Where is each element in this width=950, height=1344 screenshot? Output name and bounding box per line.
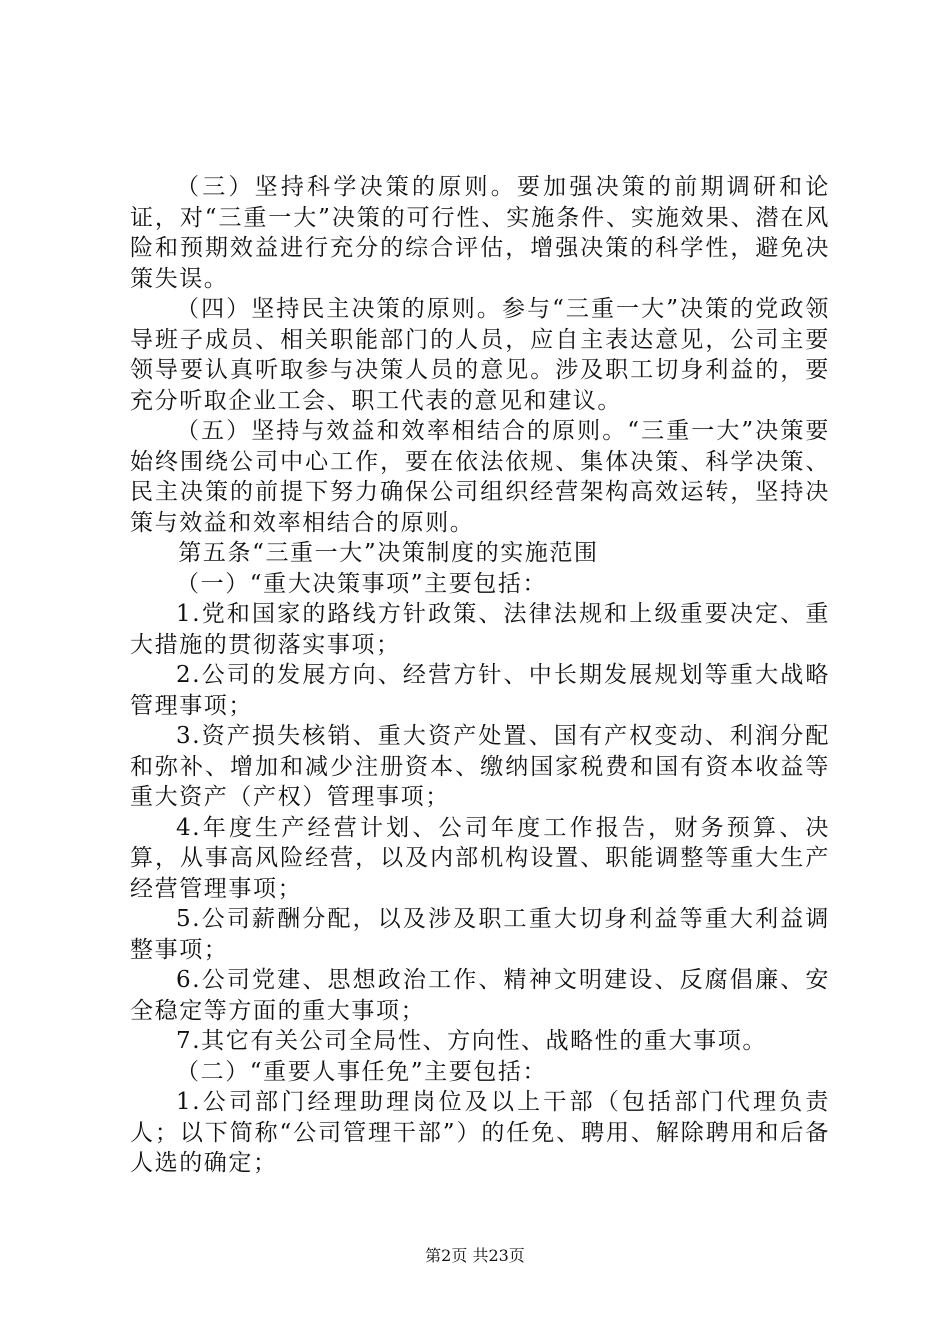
- list-item-personnel-1: 1.公司部门经理助理岗位及以上干部（包括部门代理负责人；以下简称“公司管理干部”）的任免、聘用、解除聘用和后备人选的确定；: [130, 1089, 830, 1176]
- list-item-decision-2: 2.公司的发展方向、经营方针、中长期发展规划等重大战略管理事项；: [130, 662, 830, 719]
- list-item-decision-7: 7.其它有关公司全局性、方向性、战略性的重大事项。: [176, 1028, 767, 1054]
- section-personnel-heading: （二）“重要人事任免”主要包括：: [176, 1058, 548, 1085]
- paragraph-principle-3: （三）坚持科学决策的原则。要加强决策的前期调研和论证，对“三重一大”决策的可行性、实施条件、实施效果、潜在风险和预期效益进行充分的综合评估，增强决策的科学性，避免决策失误。: [130, 174, 830, 292]
- list-item-decision-3: 3.资产损失核销、重大资产处置、国有产权变动、利润分配和弥补、增加和减少注册资本、缴纳国家税费和国有资本收益等重大资产（产权）管理事项；: [130, 723, 830, 810]
- paragraph-principle-4: （四）坚持民主决策的原则。参与“三重一大”决策的党政领导班子成员、相关职能部门的人员，应自主表达意见，公司主要领导要认真听取参与决策人员的意见。涉及职工切身利益的，要充分听取企业工会、职工代表的意见和建议。: [130, 296, 830, 414]
- list-item-decision-4: 4.年度生产经营计划、公司年度工作报告，财务预算、决算，从事高风险经营，以及内部机构设置、职能调整等重大生产经营管理事项；: [130, 814, 830, 902]
- paragraph-principle-5: （五）坚持与效益和效率相结合的原则。“三重一大”决策要始终围绕公司中心工作，要在依法依规、集体决策、科学决策、民主决策的前提下努力确保公司组织经营架构高效运转，坚持决策与效益和效率相结合的原则。: [130, 418, 830, 536]
- list-item-decision-5: 5.公司薪酬分配，以及涉及职工重大切身利益等重大利益调整事项；: [130, 906, 830, 963]
- document-body: [130, 172, 830, 1179]
- article-5-heading: 第五条“三重一大”决策制度的实施范围: [178, 540, 599, 566]
- list-item-decision-6: 6.公司党建、思想政治工作、精神文明建设、反腐倡廉、安全稳定等方面的重大事项；: [130, 967, 830, 1024]
- page-number-footer: 第2页 共23页: [425, 1246, 525, 1265]
- list-item-decision-1: 1.党和国家的路线方针政策、法律法规和上级重要决定、重大措施的贯彻落实事项；: [130, 601, 830, 658]
- section-major-decisions-heading: （一）“重大决策事项”主要包括：: [176, 570, 548, 597]
